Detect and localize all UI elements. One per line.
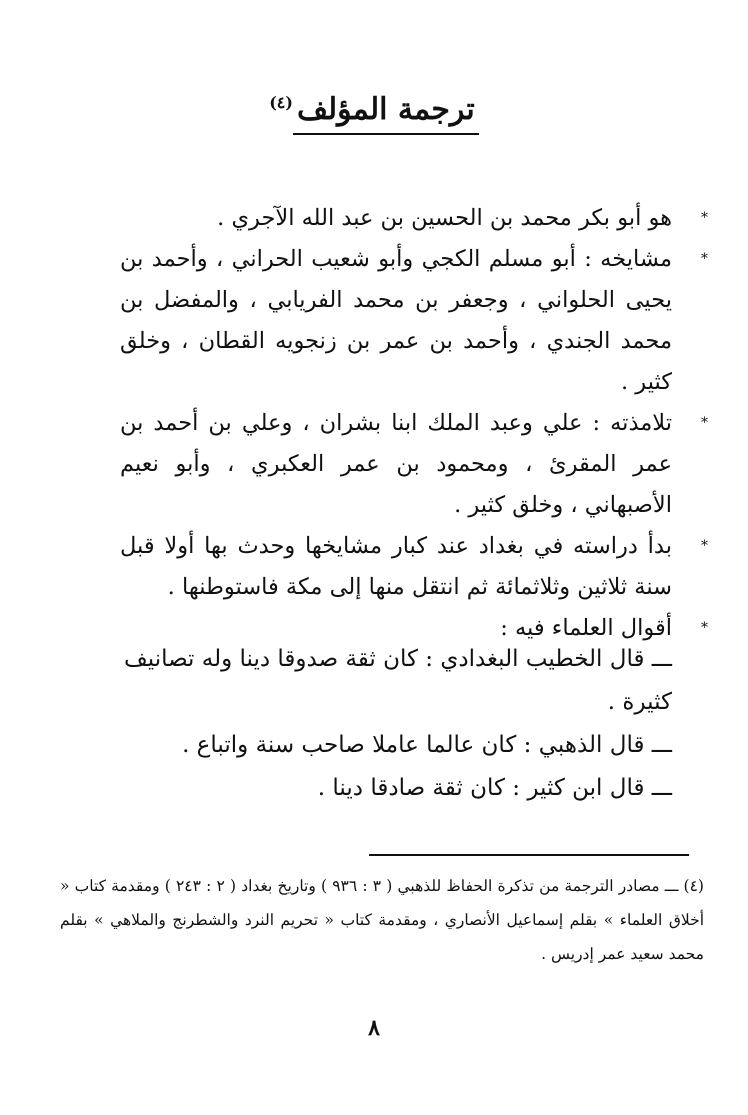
page-title <box>0 92 748 127</box>
scholar-quotes <box>122 638 672 810</box>
bullet-students <box>120 403 708 526</box>
bullet-teachers <box>120 239 708 403</box>
title-text: ترجمة المؤلف <box>293 92 479 135</box>
bullet-text: أقوال العلماء فيه : <box>500 615 672 641</box>
quote-ibn-kathir: ـــ قال ابن كثير : كان ثقة صادقا دينا . <box>317 775 672 801</box>
bullet-star-icon: * <box>701 210 708 226</box>
bullet-text: تلامذته : علي وعبد الملك ابنا بشران ، وعلي بن أحمد بن عمر المقرئ ، ومحمود بن عمر العكبري ، وأبو نعيم الأصبهاني ، وخلق كثير . <box>120 410 672 518</box>
page-number: ٨ <box>368 1015 380 1041</box>
bullet-text: هو أبو بكر محمد بن الحسين بن عبد الله الآجري . <box>217 205 672 231</box>
bullet-star-icon: * <box>701 620 708 636</box>
footnote-text: ـــ مصادر الترجمة من تذكرة الحفاظ للذهبي ( ٣ : ٩٣٦ ) وتاريخ بغداد ( ٢ : ٢٤٣ ) ومقدمة كتاب « أخلاق العلماء » بقلم إسماعيل الأنصاري ، ومقدمة كتاب « تحريم النرد والشطرنج والملاهي » بقلم محمد سعيد عمر إدريس . <box>60 877 704 963</box>
bullet-star-icon: * <box>701 415 708 431</box>
footnote-separator <box>369 854 689 856</box>
biography-body <box>120 198 708 649</box>
bullet-name <box>120 198 708 239</box>
bullet-star-icon: * <box>701 251 708 267</box>
bullet-text: بدأ دراسته في بغداد عند كبار مشايخها وحدث بها أولا قبل سنة ثلاثين وثلاثمائة ثم انتقل منها إلى مكة فاستوطنها . <box>120 533 672 600</box>
footnote-ref: (٤) <box>683 877 704 895</box>
footnote <box>60 869 704 971</box>
title-footnote-ref: (٤) <box>269 93 293 112</box>
quote-khatib: ـــ قال الخطيب البغدادي : كان ثقة صدوقا دينا وله تصانيف كثيرة . <box>123 646 672 715</box>
bullet-star-icon: * <box>701 538 708 554</box>
bullet-studies <box>120 526 708 608</box>
bullet-text: مشايخه : أبو مسلم الكجي وأبو شعيب الحراني ، وأحمد بن يحيى الحلواني ، وجعفر بن محمد الفريابي ، والمفضل بن محمد الجندي ، وأحمد بن عمر بن زنجويه القطان ، وخلق كثير . <box>120 246 672 395</box>
quote-dhahabi: ـــ قال الذهبي : كان عالما عاملا صاحب سنة واتباع . <box>182 732 672 758</box>
